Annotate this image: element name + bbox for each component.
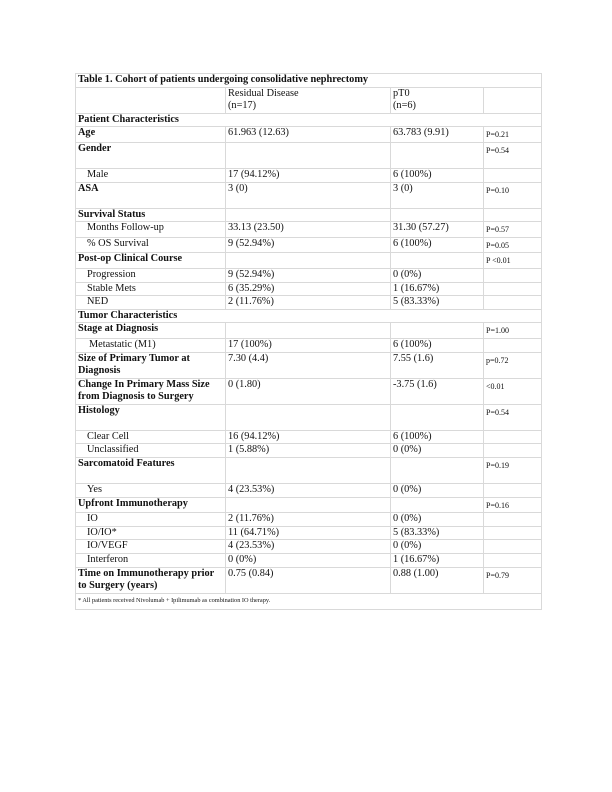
p-value <box>484 444 542 458</box>
residual-disease-value <box>226 323 391 339</box>
residual-disease-value <box>226 497 391 513</box>
pt0-value: 6 (100%) <box>391 338 484 352</box>
column-header-p-value <box>484 87 542 113</box>
table-row <box>76 352 542 378</box>
pt0-value <box>391 404 484 430</box>
pt0-value: 0 (0%) <box>391 540 484 554</box>
residual-disease-value: 4 (23.53%) <box>226 540 391 554</box>
pt0-value: 6 (100%) <box>391 430 484 444</box>
p-value <box>484 296 542 310</box>
row-label: Sarcomatoid Features <box>76 458 226 484</box>
row-label: Metastatic (M1) <box>76 338 226 352</box>
table-row <box>76 540 542 554</box>
residual-disease-value: 33.13 (23.50) <box>226 222 391 238</box>
p-value: P=0.54 <box>484 142 542 168</box>
residual-disease-value: 0 (0%) <box>226 554 391 568</box>
table-row <box>76 444 542 458</box>
residual-disease-value: 9 (52.94%) <box>226 268 391 282</box>
pt0-value <box>391 208 484 222</box>
table-row <box>76 567 542 593</box>
row-label: Post-op Clinical Course <box>76 253 226 269</box>
residual-disease-value: 3 (0) <box>226 182 391 208</box>
residual-disease-value <box>226 458 391 484</box>
row-label: Gender <box>76 142 226 168</box>
row-label: Age <box>76 127 226 143</box>
table-row <box>76 497 542 513</box>
column-header-pt0-n: (n=6) <box>393 100 416 112</box>
p-value <box>484 268 542 282</box>
p-value: P=0.19 <box>484 458 542 484</box>
table-row <box>76 208 542 222</box>
pt0-value <box>391 497 484 513</box>
residual-disease-value: 6 (35.29%) <box>226 282 391 296</box>
table-row <box>76 182 542 208</box>
row-label: Stage at Diagnosis <box>76 323 226 339</box>
table-title: Table 1. Cohort of patients undergoing consolidative nephrectomy <box>76 74 542 88</box>
table-row <box>76 554 542 568</box>
table-row <box>76 222 542 238</box>
residual-disease-value <box>226 142 391 168</box>
column-header-blank <box>76 87 226 113</box>
pt0-value: 6 (100%) <box>391 168 484 182</box>
residual-disease-value: 61.963 (12.63) <box>226 127 391 143</box>
pt0-value: 1 (16.67%) <box>391 554 484 568</box>
residual-disease-value: 2 (11.76%) <box>226 513 391 527</box>
pt0-value: 6 (100%) <box>391 237 484 253</box>
row-label: IO/IO* <box>76 526 226 540</box>
pt0-value <box>391 323 484 339</box>
residual-disease-value: 1 (5.88%) <box>226 444 391 458</box>
row-label: Months Follow-up <box>76 222 226 238</box>
p-value <box>484 554 542 568</box>
pt0-value: 31.30 (57.27) <box>391 222 484 238</box>
table-title-row <box>76 74 542 88</box>
pt0-value <box>391 142 484 168</box>
cohort-table-body <box>76 74 542 610</box>
table-row <box>76 268 542 282</box>
p-value: P=1.00 <box>484 323 542 339</box>
p-value <box>484 484 542 498</box>
residual-disease-value: 16 (94.12%) <box>226 430 391 444</box>
residual-disease-value: 11 (64.71%) <box>226 526 391 540</box>
pt0-value: -3.75 (1.6) <box>391 378 484 404</box>
table-row <box>76 168 542 182</box>
pt0-value: 7.55 (1.6) <box>391 352 484 378</box>
table-row <box>76 404 542 430</box>
row-label: IO <box>76 513 226 527</box>
row-label: Survival Status <box>76 208 226 222</box>
row-label: Unclassified <box>76 444 226 458</box>
p-value <box>484 338 542 352</box>
pt0-value: 0 (0%) <box>391 484 484 498</box>
residual-disease-value: 17 (100%) <box>226 338 391 352</box>
p-value: P=0.57 <box>484 222 542 238</box>
residual-disease-value: 4 (23.53%) <box>226 484 391 498</box>
table-row <box>76 484 542 498</box>
table-row <box>76 253 542 269</box>
table-row <box>76 309 542 323</box>
pt0-value <box>391 253 484 269</box>
p-value: <0.01 <box>484 378 542 404</box>
pt0-value: 0 (0%) <box>391 444 484 458</box>
table-row <box>76 113 542 127</box>
residual-disease-value <box>226 404 391 430</box>
residual-disease-value: 17 (94.12%) <box>226 168 391 182</box>
table-row <box>76 338 542 352</box>
table-row <box>76 296 542 310</box>
row-label: % OS Survival <box>76 237 226 253</box>
pt0-value: 3 (0) <box>391 182 484 208</box>
pt0-value: 5 (83.33%) <box>391 526 484 540</box>
table-row <box>76 458 542 484</box>
table-row <box>76 378 542 404</box>
table-row <box>76 237 542 253</box>
column-header-residual-disease-n: (n=17) <box>228 100 257 112</box>
column-header-pt0 <box>391 87 484 113</box>
pt0-value: 5 (83.33%) <box>391 296 484 310</box>
row-label: Patient Characteristics <box>76 113 542 127</box>
p-value: P=0.54 <box>484 404 542 430</box>
residual-disease-value: 7.30 (4.4) <box>226 352 391 378</box>
row-label: Stable Mets <box>76 282 226 296</box>
row-label: Yes <box>76 484 226 498</box>
p-value: P=0.05 <box>484 237 542 253</box>
table-row <box>76 430 542 444</box>
p-value <box>484 540 542 554</box>
row-label: ASA <box>76 182 226 208</box>
pt0-value: 0 (0%) <box>391 268 484 282</box>
residual-disease-value: 0.75 (0.84) <box>226 567 391 593</box>
row-label: Upfront Immunotherapy <box>76 497 226 513</box>
row-label: Time on Immunotherapy prior to Surgery (years) <box>76 567 226 593</box>
pt0-value <box>391 458 484 484</box>
residual-disease-value <box>226 208 391 222</box>
p-value <box>484 168 542 182</box>
residual-disease-value: 2 (11.76%) <box>226 296 391 310</box>
p-value: P=0.21 <box>484 127 542 143</box>
pt0-value: 0 (0%) <box>391 513 484 527</box>
table-row <box>76 127 542 143</box>
p-value: P <0.01 <box>484 253 542 269</box>
row-label: Progression <box>76 268 226 282</box>
column-header-residual-disease-name: Residual Disease <box>228 87 299 99</box>
p-value: p=0.72 <box>484 352 542 378</box>
table-row <box>76 513 542 527</box>
residual-disease-value: 0 (1.80) <box>226 378 391 404</box>
column-header-residual-disease <box>226 87 391 113</box>
p-value <box>484 430 542 444</box>
row-label: IO/VEGF <box>76 540 226 554</box>
row-label: Change In Primary Mass Size from Diagnosis to Surgery <box>76 378 226 404</box>
p-value: P=0.10 <box>484 182 542 208</box>
p-value <box>484 526 542 540</box>
footnote: * All patients received Nivolumab + Ipilimumab as combination IO therapy. <box>76 593 542 609</box>
row-label: Histology <box>76 404 226 430</box>
p-value <box>484 513 542 527</box>
row-label: NED <box>76 296 226 310</box>
row-label: Interferon <box>76 554 226 568</box>
p-value <box>484 282 542 296</box>
column-header-pt0-name: pT0 <box>393 87 410 99</box>
p-value <box>484 208 542 222</box>
pt0-value: 0.88 (1.00) <box>391 567 484 593</box>
table-row <box>76 323 542 339</box>
row-label: Male <box>76 168 226 182</box>
cohort-table <box>75 73 542 610</box>
pt0-value: 63.783 (9.91) <box>391 127 484 143</box>
residual-disease-value <box>226 253 391 269</box>
residual-disease-value: 9 (52.94%) <box>226 237 391 253</box>
table-row <box>76 282 542 296</box>
pt0-value: 1 (16.67%) <box>391 282 484 296</box>
table-row <box>76 142 542 168</box>
p-value: P=0.16 <box>484 497 542 513</box>
row-label: Tumor Characteristics <box>76 309 542 323</box>
column-header-row <box>76 87 542 113</box>
row-label: Size of Primary Tumor at Diagnosis <box>76 352 226 378</box>
table-row <box>76 526 542 540</box>
row-label: Clear Cell <box>76 430 226 444</box>
p-value: P=0.79 <box>484 567 542 593</box>
footnote-row <box>76 593 542 609</box>
